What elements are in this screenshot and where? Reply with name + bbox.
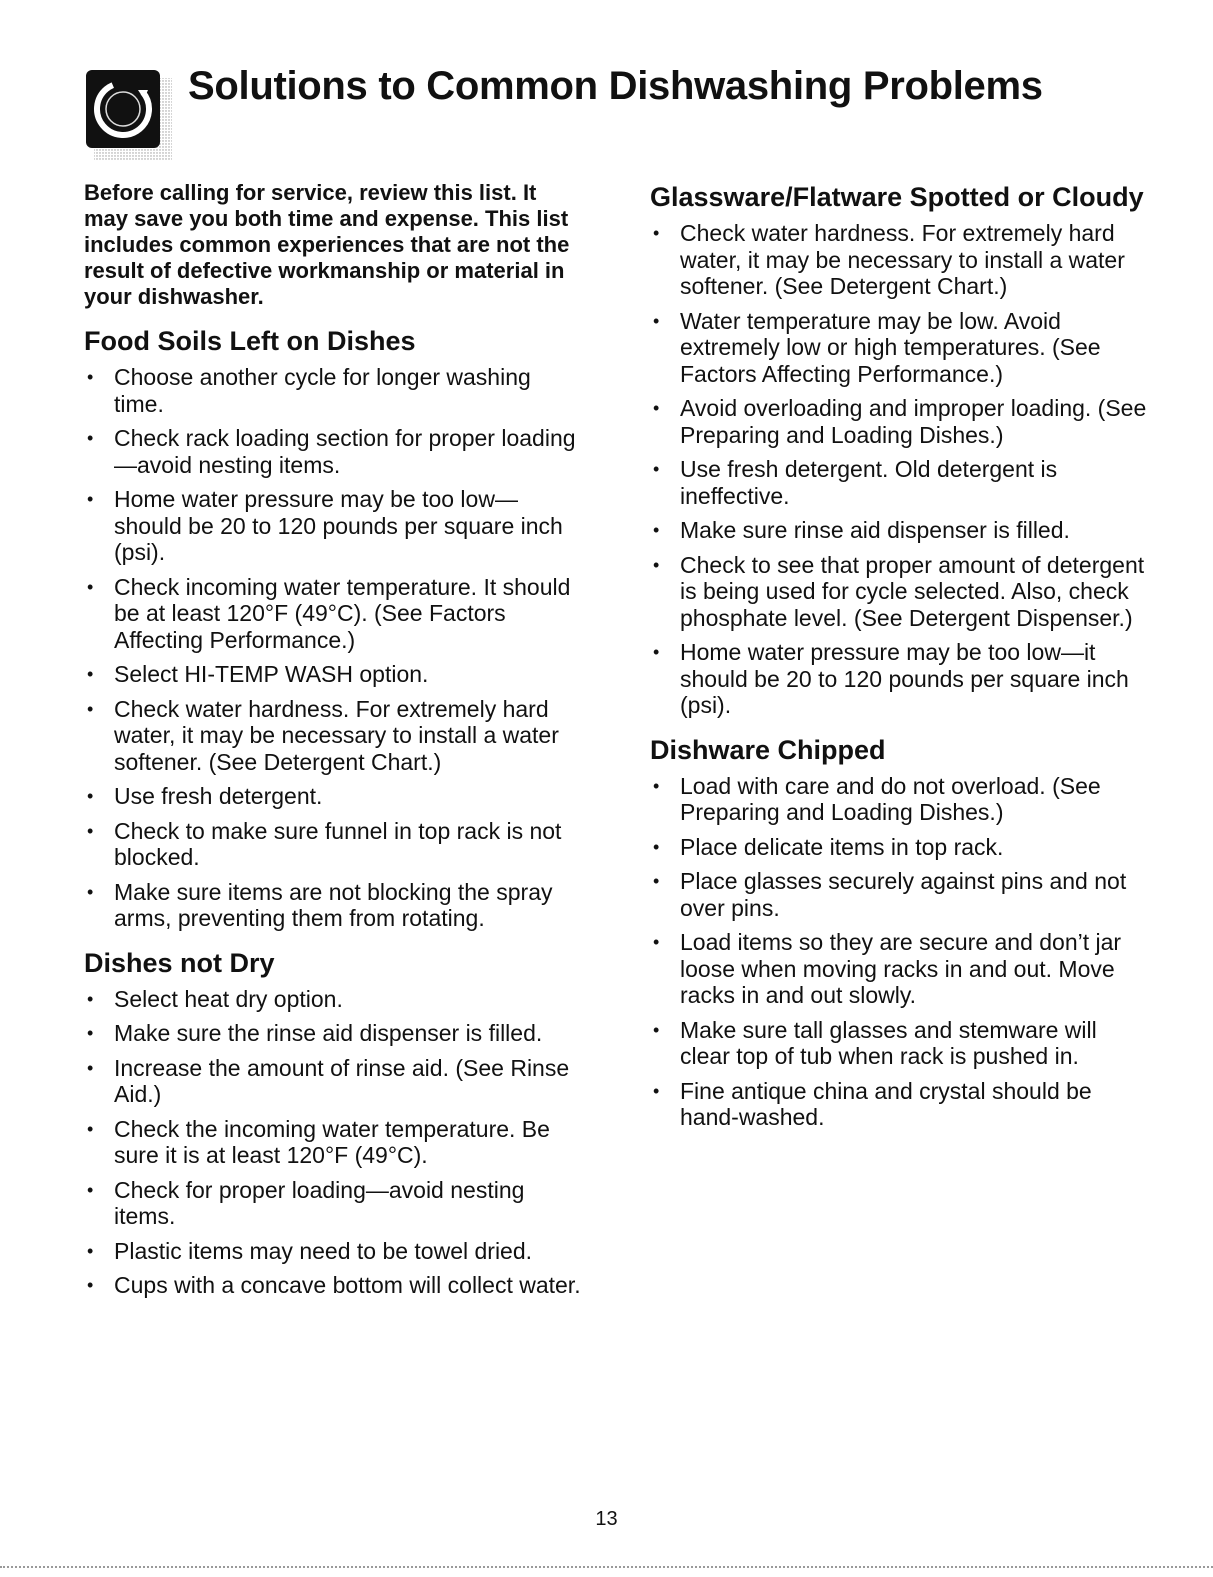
list-item-text: Make sure rinse aid dispenser is filled. — [680, 517, 1070, 543]
list-item-text: Check to see that proper amount of detergent is being used for cycle selected. Also, check phosphate level. (See Detergent Dispenser.) — [680, 551, 1145, 631]
list-item — [84, 1177, 584, 1230]
section-title: Dishes not Dry — [84, 947, 275, 978]
list-item — [650, 220, 1150, 300]
list-item — [84, 364, 584, 417]
bullet-icon: • — [87, 1240, 94, 1261]
section-title: Dishware Chipped — [650, 734, 886, 765]
bullet-list — [650, 773, 1150, 1131]
list-item — [84, 818, 584, 871]
list-item-text: Check water hardness. For extremely hard water, it may be necessary to install a water softener. (See Detergent Chart.) — [114, 695, 559, 775]
list-item-text: Make sure tall glasses and stemware will clear top of tub when rack is pushed in. — [680, 1016, 1097, 1069]
list-item-text: Check water hardness. For extremely hard water, it may be necessary to install a water softener. (See Detergent Chart.) — [680, 220, 1125, 299]
bullet-icon: • — [87, 1179, 94, 1200]
section-title: Food Soils Left on Dishes — [84, 326, 416, 356]
list-item-text: Load items so they are secure and don’t jar loose when moving racks in and out. Move racks in and out slowly. — [680, 929, 1122, 1008]
list-item — [84, 1116, 584, 1169]
list-item — [650, 773, 1150, 826]
list-item-text: Make sure the rinse aid dispenser is filled. — [114, 1020, 543, 1046]
list-item-text: Select heat dry option. — [114, 985, 343, 1012]
list-item-text: Check incoming water temperature. It should be at least 120°F (49°C). (See Factors Affecting Performance.) — [114, 573, 571, 653]
list-item-text: Avoid overloading and improper loading. (See Preparing and Loading Dishes.) — [680, 395, 1147, 448]
bullet-icon: • — [87, 1023, 94, 1043]
page-number: 13 — [595, 1508, 618, 1530]
bullet-icon: • — [87, 489, 94, 509]
list-item — [84, 696, 584, 776]
bullet-icon: • — [653, 836, 660, 857]
list-item — [650, 868, 1150, 921]
list-item — [650, 395, 1150, 448]
list-item-text: Check to make sure funnel in top rack is not blocked. — [114, 817, 562, 870]
right-column — [650, 180, 1150, 1145]
list-item-text: Plastic items may need to be towel dried. — [114, 1237, 533, 1264]
bullet-icon: • — [653, 554, 660, 575]
bullet-icon: • — [87, 576, 94, 597]
list-item-text: Load with care and do not overload. (See Preparing and Loading Dishes.) — [680, 772, 1101, 825]
list-item — [84, 661, 584, 688]
section-title: Glassware/Flatware Spotted or Cloudy — [650, 182, 1144, 212]
intro-text: Before calling for service, review this list. It may save you both time and expense. This list includes common experiences that are not the result of defective workmanship or material in your dishwasher. — [84, 180, 570, 309]
list-item-text: Cups with a concave bottom will collect water. — [114, 1272, 581, 1298]
bullet-icon: • — [87, 428, 94, 448]
section-dishes-not-dry — [84, 946, 584, 1299]
bullet-list — [84, 986, 584, 1299]
bullet-icon: • — [87, 786, 94, 806]
bullet-icon: • — [653, 775, 660, 796]
bullet-icon: • — [87, 698, 94, 719]
list-item — [650, 929, 1150, 1009]
bottom-divider — [0, 1566, 1213, 1568]
list-item — [84, 574, 584, 654]
section-glassware-flatware-spotted-or-cloudy — [650, 180, 1150, 719]
bullet-icon: • — [653, 310, 660, 331]
circular-arrow-logo-icon — [84, 68, 174, 162]
list-item — [84, 1055, 584, 1108]
bullet-list — [84, 364, 584, 932]
list-item — [650, 1078, 1150, 1131]
bullet-icon: • — [87, 1057, 94, 1078]
list-item-text: Select HI-TEMP WASH option. — [114, 661, 429, 687]
list-item-text: Use fresh detergent. Old detergent is ineffective. — [680, 456, 1058, 509]
list-item — [650, 834, 1150, 861]
bullet-icon: • — [87, 988, 94, 1009]
list-item — [650, 639, 1150, 719]
bullet-icon: • — [653, 1019, 660, 1040]
bullet-icon: • — [653, 932, 660, 952]
list-item-text: Water temperature may be low. Avoid extremely low or high temperatures. (See Factors Affecting Performance.) — [680, 307, 1101, 387]
list-item — [84, 486, 584, 566]
bullet-icon: • — [87, 664, 94, 684]
list-item — [84, 425, 584, 478]
list-item-text: Home water pressure may be too low—it should be 20 to 120 pounds per square inch (psi). — [680, 639, 1129, 718]
left-sections — [84, 324, 584, 1299]
list-item — [650, 552, 1150, 632]
bullet-icon: • — [87, 820, 94, 841]
list-item-text: Choose another cycle for longer washing time. — [114, 364, 531, 417]
bullet-icon: • — [653, 520, 660, 540]
bullet-icon: • — [87, 881, 94, 902]
list-item — [84, 1238, 584, 1265]
list-item-text: Fine antique china and crystal should be hand-washed. — [680, 1077, 1092, 1130]
list-item-text: Make sure items are not blocking the spray arms, preventing them from rotating. — [114, 878, 553, 931]
list-item-text: Check for proper loading—avoid nesting items. — [114, 1176, 525, 1229]
list-item — [650, 517, 1150, 544]
list-item-text: Increase the amount of rinse aid. (See Rinse Aid.) — [114, 1054, 570, 1107]
list-item — [84, 986, 584, 1013]
list-item-text: Check rack loading section for proper loading—avoid nesting items. — [114, 425, 576, 478]
list-item-text: Place delicate items in top rack. — [680, 833, 1004, 860]
bullet-icon: • — [653, 398, 660, 418]
list-item-text: Check the incoming water temperature. Be sure it is at least 120°F (49°C). — [114, 1115, 550, 1168]
bullet-icon: • — [653, 1080, 660, 1101]
page-header — [84, 60, 1184, 160]
list-item — [84, 879, 584, 932]
bullet-icon: • — [87, 1118, 94, 1139]
bullet-icon: • — [653, 642, 660, 662]
bullet-list — [650, 220, 1150, 719]
bullet-icon: • — [653, 871, 660, 891]
section-dishware-chipped — [650, 733, 1150, 1131]
list-item — [650, 308, 1150, 388]
bullet-icon: • — [87, 367, 94, 387]
list-item — [84, 1272, 584, 1299]
bullet-icon: • — [653, 223, 660, 243]
list-item — [650, 1017, 1150, 1070]
section-food-soils-left-on-dishes — [84, 324, 584, 932]
bullet-icon: • — [653, 459, 660, 479]
list-item — [84, 783, 584, 810]
left-column — [84, 180, 584, 1313]
list-item — [84, 1020, 584, 1047]
list-item-text: Use fresh detergent. — [114, 783, 323, 809]
list-item-text: Home water pressure may be too low—should be 20 to 120 pounds per square inch (psi). — [114, 486, 563, 565]
right-sections — [650, 180, 1150, 1131]
page-title: Solutions to Common Dishwashing Problems — [188, 64, 1043, 108]
bullet-icon: • — [87, 1275, 94, 1295]
list-item-text: Place glasses securely against pins and not over pins. — [680, 868, 1127, 921]
list-item — [650, 456, 1150, 509]
